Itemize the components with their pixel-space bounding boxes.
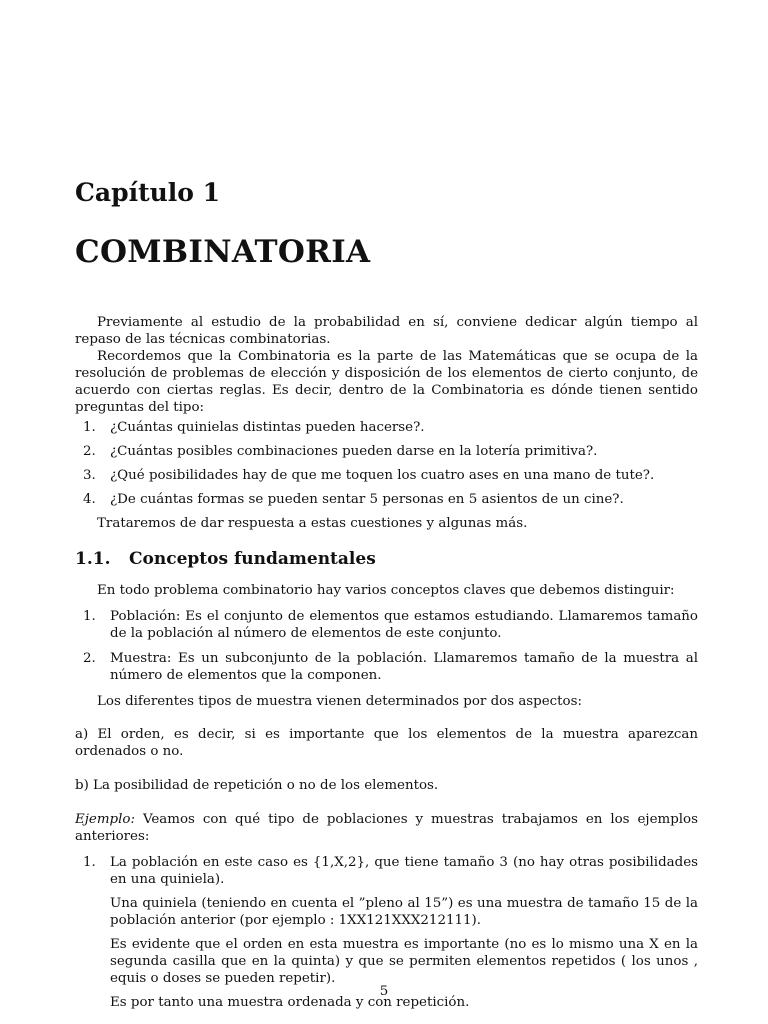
example-item-paragraph-1: La población en este caso es {1,X,2}, que tiene tamaño 3 (no hay otras posibilidades en una quiniela). xyxy=(110,855,698,887)
intro-paragraph-1: Previamente al estudio de la probabilidad en sí, conviene dedicar algún tiempo al repaso de las técnicas combinatorias. xyxy=(75,315,698,347)
list-item-text: ¿Qué posibilidades hay de que me toquen los cuatro ases en una mano de tute?. xyxy=(110,468,655,483)
list-item xyxy=(75,491,698,508)
chapter-label: Capítulo 1 xyxy=(75,178,221,207)
list-item xyxy=(75,650,698,684)
example-label: Ejemplo: xyxy=(75,812,135,827)
list-item xyxy=(75,608,698,642)
example-text: Veamos con qué tipo de poblaciones y muestras trabajamos en los ejemplos anteriores: xyxy=(75,812,698,844)
aspects-lead: Los diferentes tipos de muestra vienen determinados por dos aspectos: xyxy=(97,694,583,709)
list-item-number: 2. xyxy=(83,444,96,459)
list-item xyxy=(75,419,698,436)
intro-closing: Trataremos de dar respuesta a estas cuestiones y algunas más. xyxy=(97,516,528,531)
concepts-list xyxy=(75,608,698,684)
example-item-paragraph-2: Una quiniela (teniendo en cuenta el ”pleno al 15”) es una muestra de tamaño 15 de la población anterior (por ejemplo : 1XX121XXX212111). xyxy=(110,896,698,928)
list-item xyxy=(75,467,698,484)
intro-paragraph-2: Recordemos que la Combinatoria es la parte de las Matemáticas que se ocupa de la resolución de problemas de elección y disposición de los elementos de cierto conjunto, de acuerdo con ciertas reglas. Es decir, dentro de la Combinatoria es dónde tienen sentido preguntas del tipo: xyxy=(75,349,698,415)
page-number: 5 xyxy=(379,984,389,999)
questions-list xyxy=(75,419,698,508)
list-item-number: 2. xyxy=(83,651,96,666)
page-body xyxy=(75,314,698,1011)
aspect-order: a) El orden, es decir, si es importante que los elementos de la muestra aparezcan ordenados o no. xyxy=(75,727,698,759)
example-item-paragraph-4: Es por tanto una muestra ordenada y con repetición. xyxy=(110,995,470,1010)
section-number: 1.1. xyxy=(75,549,111,569)
example-item-paragraph-3: Es evidente que el orden en esta muestra es importante (no es lo mismo una X en la segunda casilla que en la quinta) y que se permiten elementos repetidos ( los unos , equis o doses se pueden repetir). xyxy=(110,937,698,986)
list-item-number: 3. xyxy=(83,468,96,483)
list-item-number: 1. xyxy=(83,609,96,624)
section-lead: En todo problema combinatorio hay varios conceptos claves que debemos distinguir: xyxy=(97,583,675,598)
list-item xyxy=(75,443,698,460)
list-item-text: ¿De cuántas formas se pueden sentar 5 personas en 5 asientos de un cine?. xyxy=(110,492,624,507)
aspect-repetition: b) La posibilidad de repetición o no de los elementos. xyxy=(75,778,439,793)
list-item-text: ¿Cuántas quinielas distintas pueden hacerse?. xyxy=(110,420,425,435)
list-item-number: 4. xyxy=(83,492,96,507)
list-item-text: Muestra: Es un subconjunto de la población. Llamaremos tamaño de la muestra al número de elementos que la componen. xyxy=(110,651,698,683)
list-item-number: 1. xyxy=(83,855,96,870)
chapter-title: COMBINATORIA xyxy=(75,234,371,270)
list-item-text: Población: Es el conjunto de elementos que estamos estudiando. Llamaremos tamaño de la población al número de elementos de este conjunto. xyxy=(110,609,698,641)
example-paragraph xyxy=(75,811,698,845)
list-item-text: ¿Cuántas posibles combinaciones pueden darse en la lotería primitiva?. xyxy=(110,444,598,459)
section-heading xyxy=(75,551,698,568)
list-item-number: 1. xyxy=(83,420,96,435)
section-title: Conceptos fundamentales xyxy=(129,549,376,569)
